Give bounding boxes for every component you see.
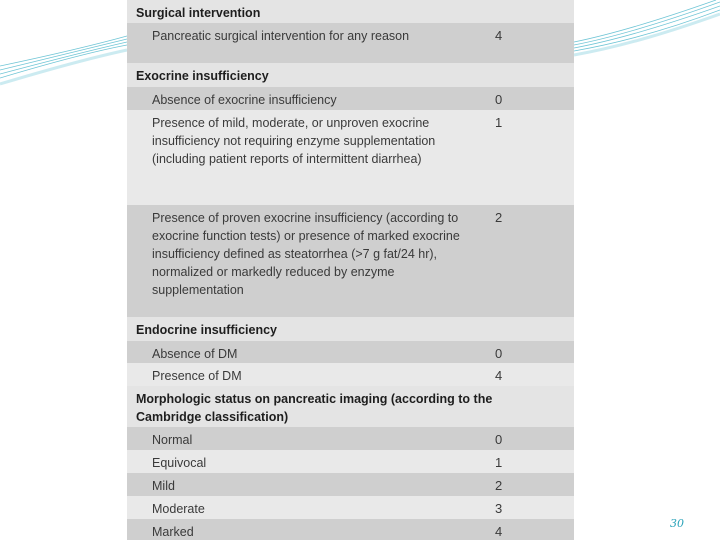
row-score: 0 bbox=[495, 432, 503, 447]
row-score: 3 bbox=[495, 501, 503, 516]
table-row bbox=[127, 496, 574, 519]
row-label: Presence of proven exocrine insufficiency (according to exocrine function tests) or presence of marked exocrine insufficiency defined as steatorrhea (>7 g fat/24 hr), normalized or markedly reduced by enzyme supplementation bbox=[152, 211, 460, 297]
row-label: Absence of exocrine insufficiency bbox=[152, 93, 337, 107]
row-label: Pancreatic surgical intervention for any reason bbox=[152, 29, 410, 43]
table-row bbox=[127, 473, 574, 496]
row-label: Normal bbox=[152, 433, 193, 447]
section-header-surgical-intervention: Surgical intervention bbox=[127, 0, 574, 23]
row-score: 2 bbox=[495, 478, 503, 493]
row-label: Marked bbox=[152, 525, 194, 539]
table-row bbox=[127, 87, 574, 110]
table-row bbox=[127, 341, 574, 363]
row-score: 4 bbox=[495, 28, 503, 43]
table-row bbox=[127, 205, 574, 317]
table-row bbox=[127, 427, 574, 450]
row-score: 4 bbox=[495, 524, 503, 539]
row-score: 0 bbox=[495, 92, 503, 107]
row-score: 1 bbox=[495, 455, 503, 470]
table-row bbox=[127, 110, 574, 205]
row-score: 0 bbox=[495, 346, 503, 361]
page-number: 30 bbox=[670, 517, 684, 530]
row-label: Absence of DM bbox=[152, 347, 238, 361]
row-label: Moderate bbox=[152, 502, 205, 516]
row-score: 1 bbox=[495, 115, 503, 130]
section-header-morphologic-status: Morphologic status on pancreatic imaging (according to the Cambridge classification) bbox=[127, 386, 574, 427]
row-score: 2 bbox=[495, 210, 503, 225]
row-label: Mild bbox=[152, 479, 175, 493]
table-row bbox=[127, 23, 574, 63]
section-header-endocrine-insufficiency: Endocrine insufficiency bbox=[127, 317, 574, 341]
row-score: 4 bbox=[495, 368, 503, 383]
row-label: Presence of mild, moderate, or unproven exocrine insufficiency not requiring enzyme supplementation (including patient reports of intermittent diarrhea) bbox=[152, 116, 436, 166]
table-row bbox=[127, 450, 574, 473]
section-header-exocrine-insufficiency: Exocrine insufficiency bbox=[127, 63, 574, 87]
scoring-table bbox=[127, 0, 574, 540]
row-label: Equivocal bbox=[152, 456, 207, 470]
table-row bbox=[127, 363, 574, 386]
row-label: Presence of DM bbox=[152, 369, 242, 383]
table-row bbox=[127, 519, 574, 540]
